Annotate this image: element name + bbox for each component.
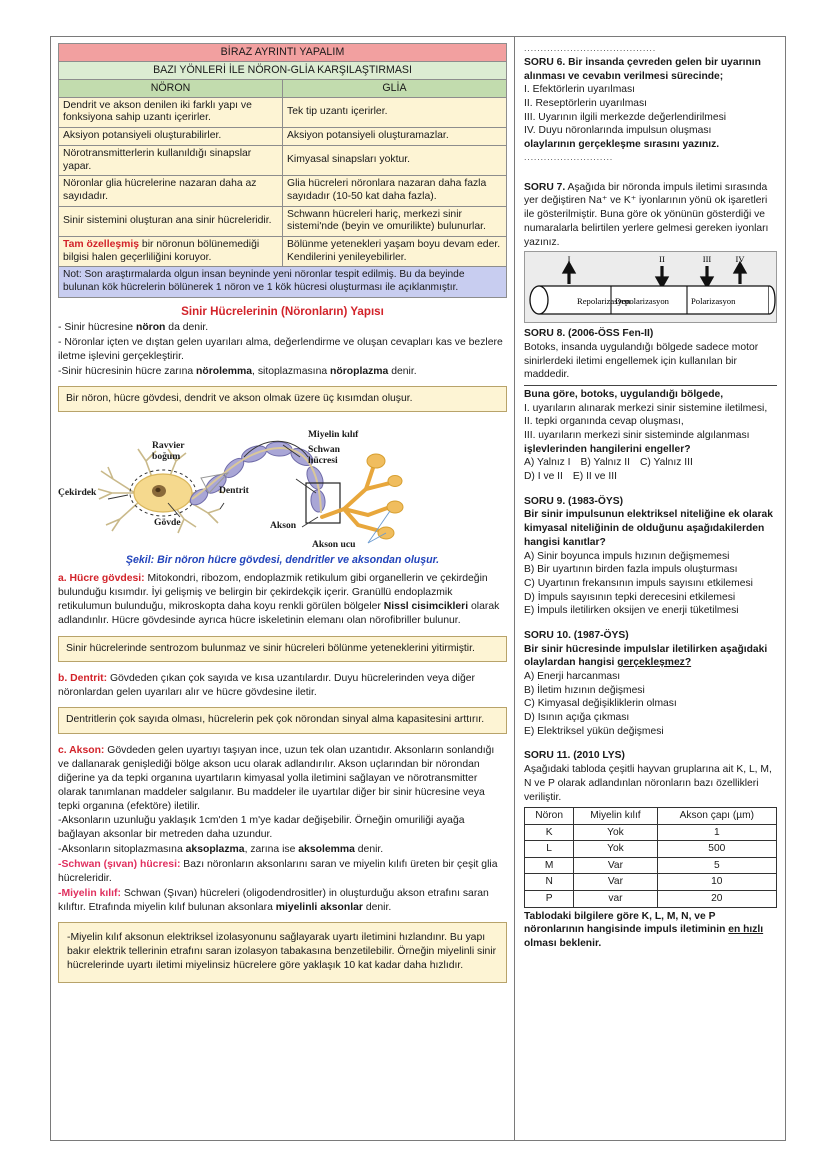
spacer <box>524 740 777 749</box>
region-label-depolarization: Depolarizasyon <box>615 296 669 307</box>
question-8-options <box>524 456 777 483</box>
divider <box>524 385 777 386</box>
paragraph-label: -Miyelin kılıf: <box>58 887 121 899</box>
cell-diameter: 5 <box>657 857 776 874</box>
question-6-item: III. Uyarının ilgili merkezde değerlendirilmesi <box>524 111 727 123</box>
question-8-lead: Buna göre, botoks, uygulandığı bölgede, <box>524 388 724 400</box>
question-6-stem-text: Bir insanda çevreden gelen bir uyarının alınması ve cevabın verilmesi sürecinde; <box>524 56 761 82</box>
cell-glia: Kimyasal sinapsları yoktur. <box>283 145 507 175</box>
question-10-number: SORU 10. (1987-ÖYS) <box>524 629 629 641</box>
ion-arrows <box>565 264 745 286</box>
question-11-ask-tail: olması beklenir. <box>524 937 602 949</box>
question-8-number: SORU 8. (2006-ÖSS Fen-II) <box>524 328 654 340</box>
option-a[interactable]: A) Yalnız I <box>524 457 571 469</box>
cell-diameter: 500 <box>657 841 776 858</box>
paragraph-text: Bazı nöronların aksonlarını saran ve miyelin kılıfı üreten bir çeşit glia hücreleridir. <box>58 859 498 884</box>
column-header-myelin: Miyelin kılıf <box>574 808 657 825</box>
polarization-diagram <box>524 251 777 323</box>
bullet-line: - Nöronlar içten ve dıştan gelen uyarıları alma, değerlendirme ve oluşan cevapları kas ve bezlere iletme işlevini gerçekleştirir. <box>58 336 503 362</box>
figure-caption: Şekil: Bir nöron hücre gövdesi, dendritler ve aksondan oluşur. <box>125 553 440 566</box>
axon-note-cytoplasm: -Aksonların sitoplazmasına aksoplazma, zarına ise aksolemma denir. <box>58 844 384 856</box>
figure-label-axon-terminal: Akson ucu <box>312 538 356 550</box>
paragraph-cell-body <box>58 572 507 629</box>
cell-diameter: 1 <box>657 824 776 841</box>
option-a[interactable]: A) Enerji harcanması <box>524 671 621 682</box>
option-b[interactable]: B) Yalnız II <box>580 457 630 469</box>
question-6-item: I. Efektörlerin uyarılması <box>524 84 636 96</box>
paragraph-label: c. Akson: <box>58 744 105 756</box>
table-row <box>59 176 507 206</box>
answer-blank-q6[interactable]: ........................... <box>524 151 614 162</box>
option-a[interactable]: A) Sinir boyunca impuls hızının değişmemesi <box>524 550 730 562</box>
question-7-number: SORU 7. <box>524 181 566 193</box>
option-d[interactable]: D) I ve II <box>524 471 563 483</box>
paragraph-axon <box>58 744 507 815</box>
paragraph-label: b. Dentrit: <box>58 672 108 684</box>
right-column <box>514 36 786 1141</box>
axon-note-length: -Aksonların uzunluğu yaklaşık 1cm'den 1 m'ye kadar değişebilir. Örneğin omuriliği ayağa bağlayan aksonlar bir metreden daha uzundur. <box>58 815 465 841</box>
question-10 <box>524 629 777 739</box>
cell-neuron <box>59 236 283 266</box>
question-8-stem: Botoks, insanda uygulandığı bölgede sadece motor sinirlerdeki iletimi engellemek için kullanılan bir maddedir. <box>524 341 759 381</box>
arrow-label-III: III <box>702 254 712 265</box>
neuron-properties-table <box>524 807 777 907</box>
option-e[interactable]: E) İmpuls iletilirken oksijen ve enerji tüketilmesi <box>524 605 739 617</box>
bullet-line: - Sinir hücresine nöron da denir. <box>58 321 209 333</box>
cell-neuron: Sinir sistemini oluşturan ana sinir hücreleridir. <box>59 206 283 236</box>
table-subtitle: BAZI YÖNLERİ İLE NÖRON-GLİA KARŞILAŞTIRMASI <box>59 61 507 79</box>
arrow-label-II: II <box>659 254 665 265</box>
question-8-ask: işlevlerinden hangilerini engeller? <box>524 443 691 455</box>
question-10-stem-text: Bir sinir hücresinde impulslar iletilirken aşağıdaki olaylardan hangisi <box>524 643 768 669</box>
paragraph-dendrite <box>58 672 507 700</box>
question-6-item: IV. Duyu nöronlarında impulsun oluşması <box>524 125 712 137</box>
question-11-emphasis: en hızlı <box>728 924 764 936</box>
option-row <box>524 456 777 470</box>
cell-myelin: Yok <box>574 824 657 841</box>
cell-glia: Glia hücreleri nöronlara nazaran daha fazla sayıdadır (10-50 kat daha fazla). <box>283 176 507 206</box>
table-row <box>59 236 507 266</box>
table-row <box>59 97 507 127</box>
nucleolus-shape <box>155 488 160 492</box>
cell-myelin: Var <box>574 874 657 891</box>
paragraph-label: a. Hücre gövdesi: <box>58 572 145 584</box>
table-header-row <box>525 808 777 825</box>
option-d[interactable]: D) Isının açığa çıkması <box>524 712 630 724</box>
cell-neuron: N <box>525 874 574 891</box>
paragraph-myelin <box>58 887 507 915</box>
column-header-glia: GLİA <box>283 79 507 97</box>
neuron-diagram <box>58 421 507 553</box>
cell-neuron: Aksiyon potansiyeli oluşturabilirler. <box>59 128 283 146</box>
cell-neuron-rest: bir nöronun bölünemediği bilgisi halen geçerliliğini koruyor. <box>63 238 260 263</box>
cell-neuron: M <box>525 857 574 874</box>
figure-label-schwann: Schwan hücresi <box>308 443 340 466</box>
column-header-neuron: NÖRON <box>59 79 283 97</box>
cell-diameter: 10 <box>657 874 776 891</box>
table-row <box>525 841 777 858</box>
cell-glia: Bölünme yetenekleri yaşam boyu devam eder. Kendilerini yenileyebilirler. <box>283 236 507 266</box>
paragraph-text: Gövdeden çıkan çok sayıda ve kısa uzantılardır. Duyu hücrelerinden veya diğer nöronlardan gelen uyarıları alır ve hücre gövdesine iletir. <box>58 672 475 698</box>
paragraph-label: -Schwan (şıvan) hücresi: <box>58 859 181 871</box>
question-6-stem <box>524 56 777 83</box>
spacer <box>524 486 777 495</box>
cell-diameter: 20 <box>657 891 776 908</box>
option-c[interactable]: C) Kimyasal değişikliklerin olması <box>524 698 677 710</box>
figure-label-nucleus: Çekirdek <box>58 486 97 498</box>
table-row <box>525 874 777 891</box>
axon-terminal-branches <box>322 465 390 531</box>
callout-box-dendrite-capacity: Dentritlerin çok sayıda olması, hücrelerin pek çok nörondan sinyal alma kapasitesini arttırır. <box>58 707 507 733</box>
callout-box-no-centrosome: Sinir hücrelerinde sentrozom bulunmaz ve sinir hücreleri bölünme yeteneklerini yitirmiştir. <box>58 636 507 662</box>
question-11 <box>524 749 777 950</box>
spacer <box>524 620 777 629</box>
question-11-number: SORU 11. (2010 LYS) <box>524 750 625 762</box>
table-row <box>525 857 777 874</box>
column-header-axon-diameter: Akson çapı (µm) <box>657 808 776 825</box>
question-8-item: III. uyarıların merkezi sinir sisteminde algılanması <box>524 430 750 441</box>
left-column <box>50 36 514 1141</box>
column-header-neuron: Nöron <box>525 808 574 825</box>
question-7-stem <box>524 181 777 249</box>
cell-neuron: Dendrit ve akson denilen iki farklı yapı ve fonksiyona sahip uzantı içerirler. <box>59 97 283 127</box>
cell-neuron: Nöronlar glia hücrelerine nazaran daha az sayıdadır. <box>59 176 283 206</box>
polarization-svg <box>525 252 777 322</box>
question-8-item: I. uyarıların alınarak merkezi sinir sistemine iletilmesi, <box>524 402 768 414</box>
cell-neuron: Nörotransmitterlerin kullanıldığı sinapslar yapar. <box>59 145 283 175</box>
question-6 <box>524 56 777 164</box>
callout-box-myelin-speed: -Miyelin kılıf aksonun elektriksel izolasyonunu sağlayarak uyartı iletimini hızlandınr. Bu yapı bakır elektrik tellerinin etrafını saran izolasyon tabakasına benzetilebilir. Örneğin miyelinli sinir hücrelerinde uyartı iletimi miyelinsiz hücrelere göre yaklaşık 10 kat kadar daha hızlıdır. <box>58 922 507 983</box>
paragraph-schwann <box>58 858 507 886</box>
neuron-glia-comparison-table <box>58 43 507 298</box>
spacer <box>524 166 777 181</box>
cell-myelin: Var <box>574 857 657 874</box>
paragraph-text: Gövdeden gelen uyartıyı taşıyan ince, uzun tek olan uzantıdır. Aksonların sonlandığı ve dallanarak genişlediği bölge akson ucu olarak adlandırılır. Akson uçlarından bir nörondan diğerine ya da tepki organına uyartıların kimyasal yolla iletimini sağlayan ve nörotransmitter olarak tanımlanan maddeler salgılanır. Bu maddeler ile uyartılar diğer bir sinir hücresine veya tepki organına (efektöre) iletilir. <box>58 744 495 813</box>
cell-myelin: Yok <box>574 841 657 858</box>
cell-neuron: L <box>525 841 574 858</box>
figure-label-soma: Gövde <box>154 516 181 528</box>
table-title: BİRAZ AYRINTI YAPALIM <box>59 44 507 62</box>
table-row <box>59 145 507 175</box>
table-note-row <box>59 267 507 298</box>
question-9-stem: Bir sinir impulsunun elektriksel niteliğine ek olarak kimyasal niteliğinin de olduğunu aşağıdakilerden hangisi kanıtlar? <box>524 509 773 548</box>
figure-label-dendrite: Dentrit <box>219 484 249 496</box>
callout-box-neuron-parts: Bir nöron, hücre gövdesi, dendrit ve akson olmak üzere üç kısımdan oluşur. <box>58 386 507 412</box>
question-11-ask <box>524 910 777 951</box>
option-c[interactable]: C) Uyartının frekansının impuls sayısını etkilemesi <box>524 577 753 589</box>
option-c[interactable]: C) Yalnız III <box>639 457 693 469</box>
question-6-number: SORU 6. <box>524 56 566 68</box>
table-row <box>525 824 777 841</box>
table-note: Not: Son araştırmalarda olgun insan beyninde yeni nöronlar tespit edilmiş. Bu da beyinde bulunan kök hücrelerin bölünerek 1 nöron ve 1 kök hücresi oluşturması ile açıklanmıştır. <box>59 267 507 298</box>
question-8 <box>524 327 777 484</box>
question-10-stem <box>524 643 777 670</box>
table-row <box>525 891 777 908</box>
option-b[interactable]: B) İletim hızının değişmesi <box>524 684 645 696</box>
figure-label-ranvier: Ravvier boğum <box>152 439 185 462</box>
section-title: Sinir Hücrelerinin (Nöronların) Yapısı <box>181 304 384 318</box>
cell-glia: Schwann hücreleri hariç, merkezi sinir sistemi'nde (beyin ve omurilikte) bulunurlar. <box>283 206 507 236</box>
question-7-stem-text: Aşağıda bir nöronda impuls iletimi sırasında yer değiştiren Na⁺ ve K⁺ iyonlarının yönü ok işaretleri ile gösterilmiştir. Buna göre ok yönünün gösterdiği ve numaralarla belirtilen yerlere gelmesi gereken iyonları yazınız. <box>524 181 769 248</box>
option-b[interactable]: B) Bir uyartının birden fazla impuls oluşturması <box>524 564 738 576</box>
option-e[interactable]: E) II ve III <box>572 471 617 483</box>
arrow-label-IV: IV <box>735 254 745 265</box>
emphasis-text: Tam özelleşmiş <box>63 238 140 250</box>
paragraph-text: Schwan (Şıvan) hücreleri (oligodendrositler) in oluşturduğu akson etrafını saran kılıftır. Etrafında miyelin kılıf bulunan aksonlara miyelinli aksonlar denir. <box>58 887 489 913</box>
paragraph-text: Mitokondri, ribozom, endoplazmik retikulum gibi organellerin ve çekirdeğin bulunduğu kısımdır. İyi gelişmiş ve belirgin bir çekirdekçik içerir. Granüllü endoplazmik retikulumun bulunduğu, mikroskopta daha koyu renkli görülen bölgeler Nissl cisimcikleri olarak adlandınlır. Hücre gövdesinde ayrıca hücre iskeletinin elemanı olan nörofibriller bulunur. <box>58 572 500 627</box>
region-label-repolarization: Repolarizasyon <box>577 296 631 307</box>
question-11-ask-text: Tablodaki bilgilere göre K, L, M, N, ve P nöronlarının hangisinde impuls iletiminin <box>524 910 729 936</box>
option-d[interactable]: D) İmpuls sayısının tepki derecesini etkilemesi <box>524 591 736 603</box>
option-row <box>524 470 777 484</box>
cell-neuron: K <box>525 824 574 841</box>
question-6-item: II. Reseptörlerin uyarılması <box>524 98 648 110</box>
figure-label-axon: Akson <box>270 519 297 531</box>
table-row <box>59 206 507 236</box>
question-10-emphasis: gerçekleşmez? <box>617 657 692 669</box>
question-8-item: II. tepki organında cevap oluşması, <box>524 416 684 428</box>
question-9 <box>524 495 777 618</box>
cell-glia: Tek tip uzantı içerirler. <box>283 97 507 127</box>
figure-label-myelin: Miyelin kılıf <box>308 428 359 440</box>
table-row <box>59 128 507 146</box>
question-9-number: SORU 9. (1983-ÖYS) <box>524 495 623 507</box>
cell-glia: Aksiyon potansiyeli oluşturamazlar. <box>283 128 507 146</box>
dotted-divider-top: ........................................ <box>524 43 657 53</box>
question-7 <box>524 181 777 323</box>
cell-myelin: var <box>574 891 657 908</box>
axon-terminal-bulbs <box>367 454 403 539</box>
question-11-stem: Aşağıdaki tabloda çeşitli hayvan gruplarına ait K, L, M, N ve P olarak adlandınlan nöronların bazı özellikleri veriliştir. <box>524 764 772 803</box>
neuron-svg <box>68 421 498 553</box>
region-label-polarization: Polarizasyon <box>691 296 736 307</box>
option-e[interactable]: E) Elektriksel yükün değişmesi <box>524 725 664 737</box>
bullet-line: -Sinir hücresinin hücre zarına nörolemma, sitoplazmasına nöroplazma denir. <box>58 365 417 377</box>
arrow-label-I: I <box>567 254 571 265</box>
question-6-tail: olaylarının gerçekleşme sırasını yazınız. <box>524 139 720 151</box>
cell-neuron: P <box>525 891 574 908</box>
